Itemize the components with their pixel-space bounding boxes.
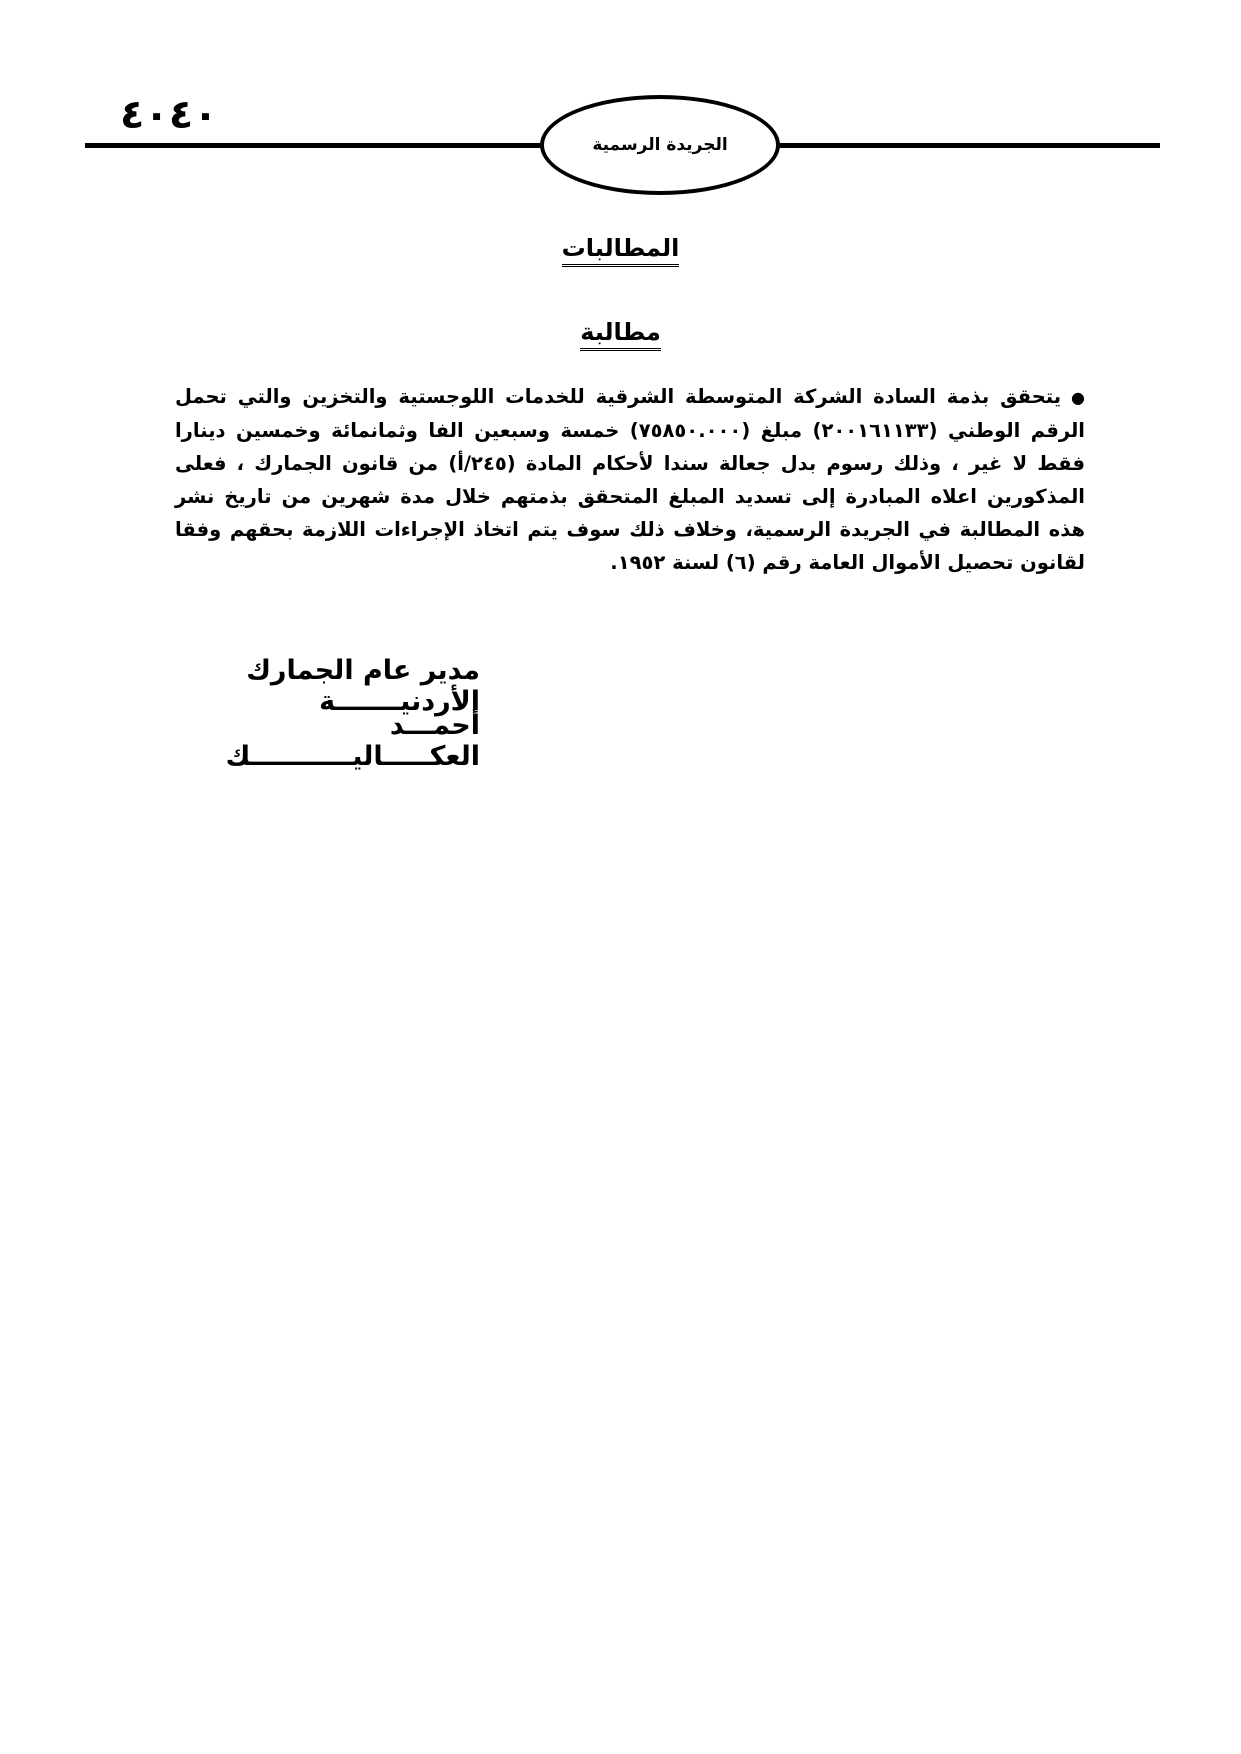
page-number: ٤٠٤٠	[120, 92, 218, 138]
publication-badge	[540, 95, 780, 195]
publication-name: الجريدة الرسمية	[592, 135, 728, 155]
header-rule-right	[775, 143, 1160, 148]
notice-title	[0, 318, 1241, 346]
notice-body: يتحقق بذمة السادة الشركة المتوسطة الشرقية للخدمات اللوجستية والتخزين والتي تحمل الرقم الوطني (٢٠٠١٦١١٣٣) مبلغ (٧٥٨٥٠.٠٠٠) خمسة وسبعين الفا وثمانمائة وخمسين دينارا فقط لا غير ، وذلك رسوم بدل جعالة سندا لأحكام المادة (٢٤٥/أ) من قانون الجمارك ، فعلى المذكورين اعلاه المبادرة إلى تسديد المبلغ المتحقق بذمتهم خلال مدة شهرين من تاريخ نشر هذه المطالبة في الجريدة الرسمية، وخلاف ذلك سوف يتم اتخاذ الإجراءات اللازمة بحقهم وفقا لقانون تحصيل الأموال العامة رقم (٦) لسنة ١٩٥٢.	[175, 385, 1085, 574]
header-rule-left	[85, 143, 545, 148]
notice-paragraph	[175, 380, 1085, 579]
notice-title-text: مطالبة	[580, 318, 661, 351]
signatory-name: أحمـــد العكـــــاليـــــــــــك	[225, 710, 480, 772]
bullet-icon: ●	[1071, 388, 1085, 407]
section-title	[0, 234, 1241, 262]
signatory-title: مدير عام الجمارك الأردنيـــــــة	[246, 655, 480, 717]
section-title-text: المطالبات	[562, 234, 680, 267]
